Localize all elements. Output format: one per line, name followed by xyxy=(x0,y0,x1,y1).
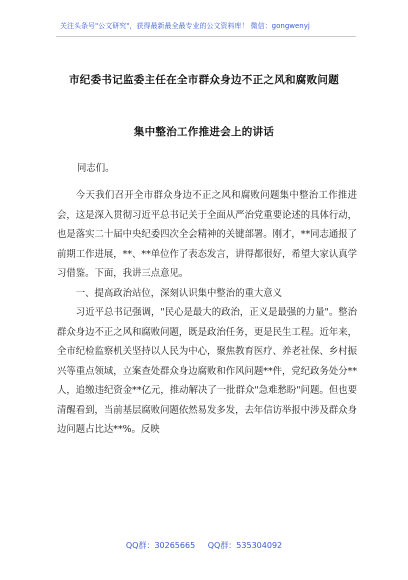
footer-qq-group-1: QQ群：30265665 xyxy=(125,541,196,550)
paragraph-intro: 今天我们召开全市群众身边不正之风和腐败问题集中整治工作推进会，这是深入贯彻习近平总书记关于全面从严治党重要论述的具体行动，也是落实二十届中央纪委四次全会精神的关键部署。刚才，**同志通报了前期工作进展，**、**单位作了表态发言，讲得都很好，希望大家认真学习借鉴。下面，我讲三点意见。 xyxy=(57,190,358,279)
section-heading: 一、提高政治站位，深刻认识集中整治的重大意义 xyxy=(75,287,283,299)
document-body xyxy=(57,186,357,440)
paragraph-section-1: 习近平总书记强调，"民心是最大的政治，正义是最强的力量"。整治群众身边不正之风和腐败问题，既是政治任务，更是民生工程。近年来，全市纪检监察机关坚持以人民为中心，聚焦教育医疗、养老社保、乡村振兴等重点领域，立案查处群众身边腐败和作风问题**件，党纪政务处分**人，追缴违纪资金**亿元，推动解决了一批群众"急难愁盼"问题。但也要清醒看到，当前基层腐败问题依然易发多发，去年信访举报中涉及群众身边问题占比达**%。反映 xyxy=(57,307,358,435)
header-divider xyxy=(56,36,356,37)
document-title-line-1: 市纪委书记监委主任在全市群众身边不正之风和腐败问题 xyxy=(69,74,339,86)
footer-contact xyxy=(0,540,408,551)
document-title-line-2: 集中整治工作推进会上的讲话 xyxy=(133,126,275,138)
greeting: 同志们。 xyxy=(77,163,115,174)
footer-qq-group-2: QQ群：535304092 xyxy=(207,541,283,550)
header-notice: 关注头条号"公文研究"，获得最新最全最专业的公文资料库！ 微信：gongwenyj xyxy=(60,22,310,30)
